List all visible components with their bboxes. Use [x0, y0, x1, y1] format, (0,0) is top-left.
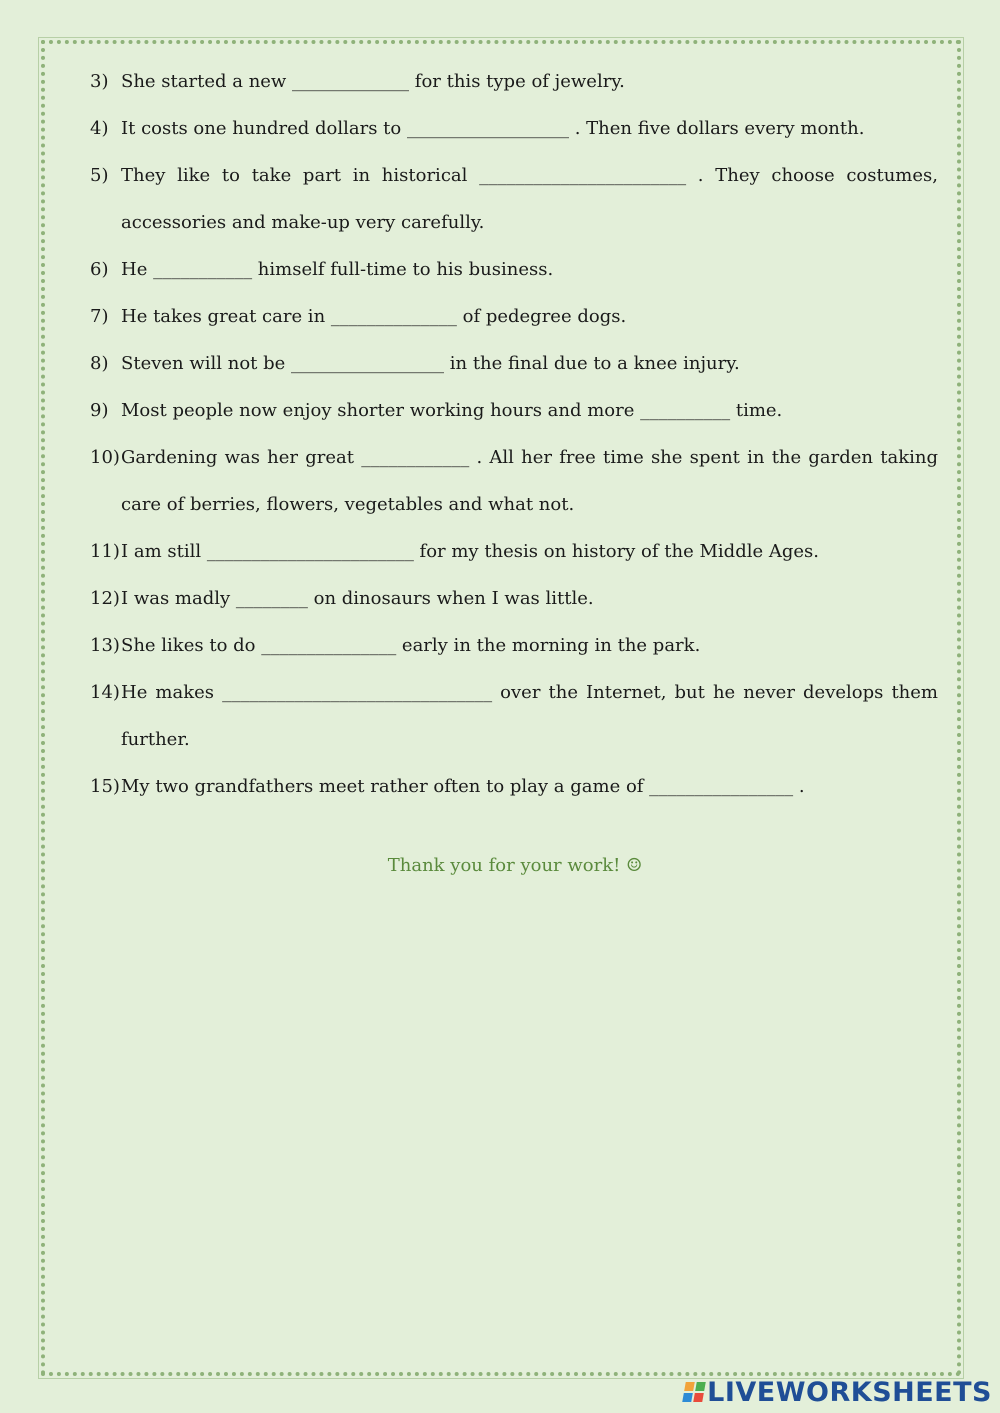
question-item	[90, 105, 938, 152]
question-number: 10)	[90, 447, 120, 468]
logo-blocks-icon	[682, 1382, 706, 1402]
question-text: She started a new _____________ for this type of jewelry.	[121, 71, 625, 92]
question-text: He ___________ himself full-time to his business.	[121, 259, 554, 280]
logo-block	[693, 1393, 704, 1402]
question-item	[90, 58, 938, 105]
question-item	[90, 434, 938, 528]
question-text: Most people now enjoy shorter working hours and more __________ time.	[121, 400, 783, 421]
question-number: 3)	[90, 71, 109, 92]
question-item	[90, 340, 938, 387]
thank-you-message: Thank you for your work! ☺	[387, 855, 643, 876]
question-list	[90, 58, 938, 810]
question-text: I was madly ________ on dinosaurs when I was little.	[121, 588, 594, 609]
question-text: They like to take part in historical _______________________ . They choose costumes, accessories and make-up very carefully.	[121, 165, 938, 233]
question-number: 9)	[90, 400, 109, 421]
question-item	[90, 293, 938, 340]
question-item	[90, 528, 938, 575]
question-item	[90, 152, 938, 246]
question-text: He makes ______________________________ over the Internet, but he never develops them further.	[121, 682, 938, 750]
question-item	[90, 622, 938, 669]
question-item	[90, 387, 938, 434]
question-text: He takes great care in ______________ of pedegree dogs.	[121, 306, 627, 327]
question-text: It costs one hundred dollars to __________________ . Then five dollars every month.	[121, 118, 865, 139]
logo-block	[682, 1393, 693, 1402]
question-text: She likes to do _______________ early in the morning in the park.	[121, 635, 701, 656]
question-number: 6)	[90, 259, 109, 280]
logo-block	[695, 1382, 706, 1391]
question-item	[90, 575, 938, 622]
question-number: 11)	[90, 541, 120, 562]
question-number: 12)	[90, 588, 120, 609]
question-number: 7)	[90, 306, 109, 327]
question-item	[90, 669, 938, 763]
question-number: 4)	[90, 118, 109, 139]
logo-block	[684, 1382, 695, 1391]
question-number: 8)	[90, 353, 109, 374]
question-item	[90, 763, 938, 810]
logo-text: LIVEWORKSHEETS	[707, 1376, 992, 1408]
question-text: Steven will not be _________________ in the final due to a knee injury.	[121, 353, 740, 374]
question-number: 5)	[90, 165, 109, 186]
question-text: Gardening was her great ____________ . All her free time she spent in the garden taking care of berries, flowers, vegetables and what not.	[121, 447, 938, 515]
question-number: 15)	[90, 776, 120, 797]
question-number: 14)	[90, 682, 120, 703]
question-number: 13)	[90, 635, 120, 656]
question-text: I am still _______________________ for my thesis on history of the Middle Ages.	[121, 541, 819, 562]
question-text: My two grandfathers meet rather often to play a game of ________________ .	[121, 776, 805, 797]
question-item	[90, 246, 938, 293]
liveworksheets-logo[interactable]	[684, 1377, 992, 1407]
